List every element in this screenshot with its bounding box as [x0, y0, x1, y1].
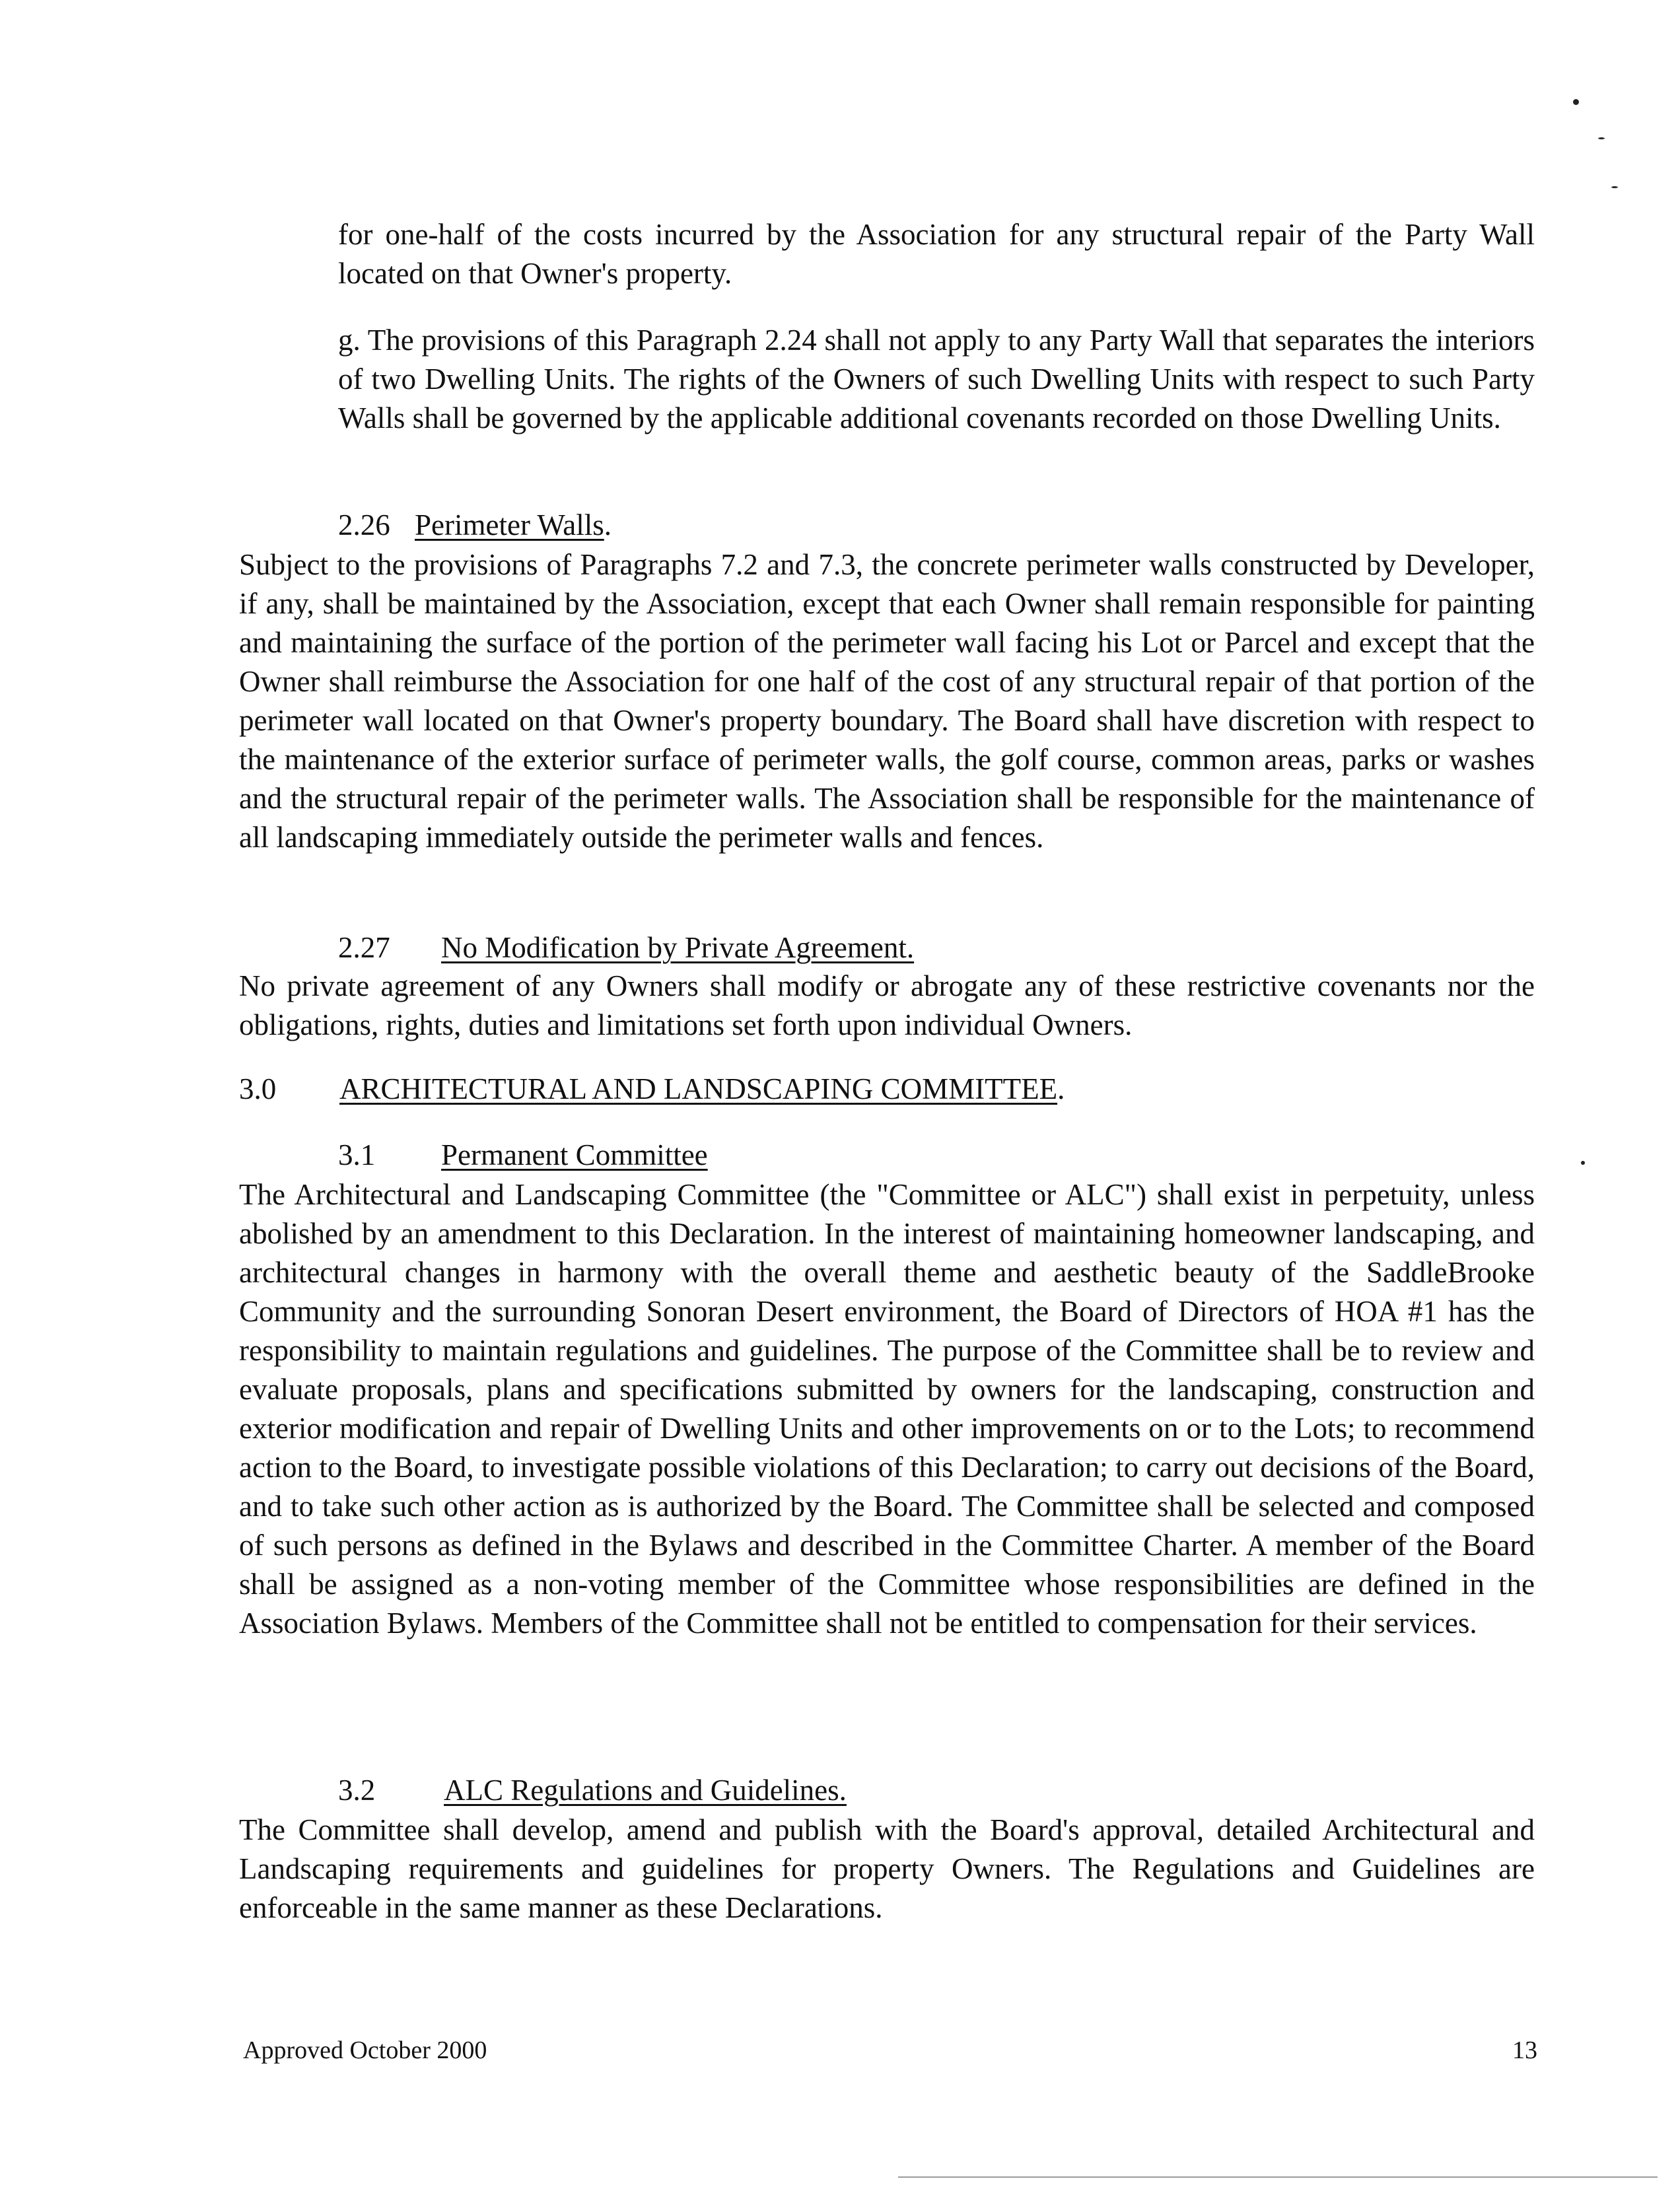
section-title: Perimeter Walls	[415, 508, 604, 541]
scan-speck	[1573, 99, 1579, 105]
scan-speck	[1598, 137, 1605, 139]
section-number: 3.2	[338, 1774, 376, 1807]
section-3-2-heading	[338, 1771, 1263, 1810]
section-3-2-body: The Committee shall develop, amend and publish with the Board's approval, detailed Architectural and Landscaping requirements and guidelines for property Owners. The Regulations and Guidelines are enforceable in the same manner as these Declarations.	[239, 1813, 1535, 1924]
section-title: ARCHITECTURAL AND LANDSCAPING COMMITTEE	[339, 1072, 1058, 1105]
section-3-1-heading	[338, 1136, 1263, 1175]
scan-speck	[1581, 1161, 1585, 1165]
section-3-0-heading	[239, 1070, 1535, 1109]
section-title: ALC Regulations and Guidelines.	[444, 1774, 847, 1807]
section-2-26-heading	[338, 506, 1131, 545]
footer-approved-date: Approved October 2000	[243, 2036, 487, 2064]
section-2-27-body: No private agreement of any Owners shall modify or abrogate any of these restrictive covenants nor the obligations, rights, duties and limitations set forth upon individual Owners.	[239, 969, 1535, 1041]
title-period: .	[604, 508, 612, 541]
section-number: 2.26	[338, 508, 390, 541]
section-title: Permanent Committee	[441, 1138, 708, 1171]
title-period: .	[1057, 1072, 1065, 1105]
section-3-1-body: The Architectural and Landscaping Committee (the "Committee or ALC") shall exist in perpetuity, unless abolished by an amendment to this Declaration. In the interest of maintaining homeowner landscaping, and architectural changes in harmony with the overall theme and aesthetic beauty of the SaddleBrooke Community and the surrounding Sonoran Desert environment, the Board of Directors of HOA #1 has the responsibility to maintain regulations and guidelines. The purpose of the Committee shall be to review and evaluate proposals, plans and specifications submitted by owners for the landscaping, construction and exterior modification and repair of Dwelling Units and other improvements on or to the Lots; to recommend action to the Board, to investigate possible violations of this Declaration; to carry out decisions of the Board, and to take such other action as is authorized by the Board. The Committee shall be selected and composed of such persons as defined in the Bylaws and described in the Committee Charter. A member of the Board shall be assigned as a non-voting member of the Committee whose responsibilities are defined in the Association Bylaws. Members of the Committee shall not be entitled to compensation for their services.	[239, 1178, 1535, 1640]
section-2-26-body: Subject to the provisions of Paragraphs 7.2 and 7.3, the concrete perimeter walls constructed by Developer, if any, shall be maintained by the Association, except that each Owner shall remain responsible for painting and maintaining the surface of the portion of the perimeter wall facing his Lot or Parcel and except that the Owner shall reimburse the Association for one half of the cost of any structural repair of that portion of the perimeter wall located on that Owner's property boundary. The Board shall have discretion with respect to the maintenance of the exterior surface of perimeter walls, the golf course, common areas, parks or washes and the structural repair of the perimeter walls. The Association shall be responsible for the maintenance of all landscaping immediately outside the perimeter walls and fences.	[239, 548, 1535, 854]
section-number: 3.0	[239, 1072, 277, 1105]
paragraph-g: g. The provisions of this Paragraph 2.24 shall not apply to any Party Wall that separates the interiors of two Dwelling Units. The rights of the Owners of such Dwelling Units with respect to such Party Walls shall be governed by the applicable additional covenants recorded on those Dwelling Units.	[338, 324, 1535, 434]
section-number: 3.1	[338, 1138, 376, 1171]
footer-page-number: 13	[1512, 2036, 1537, 2064]
scan-speck	[1611, 186, 1618, 188]
section-title: No Modification by Private Agreement.	[441, 931, 915, 964]
scan-bottom-rule	[898, 2176, 1658, 2178]
section-number: 2.27	[338, 931, 390, 964]
paragraph-f-continuation: for one-half of the costs incurred by the Association for any structural repair of the Party Wall located on that Owner's property.	[338, 218, 1535, 290]
section-2-27-heading	[338, 928, 1263, 967]
